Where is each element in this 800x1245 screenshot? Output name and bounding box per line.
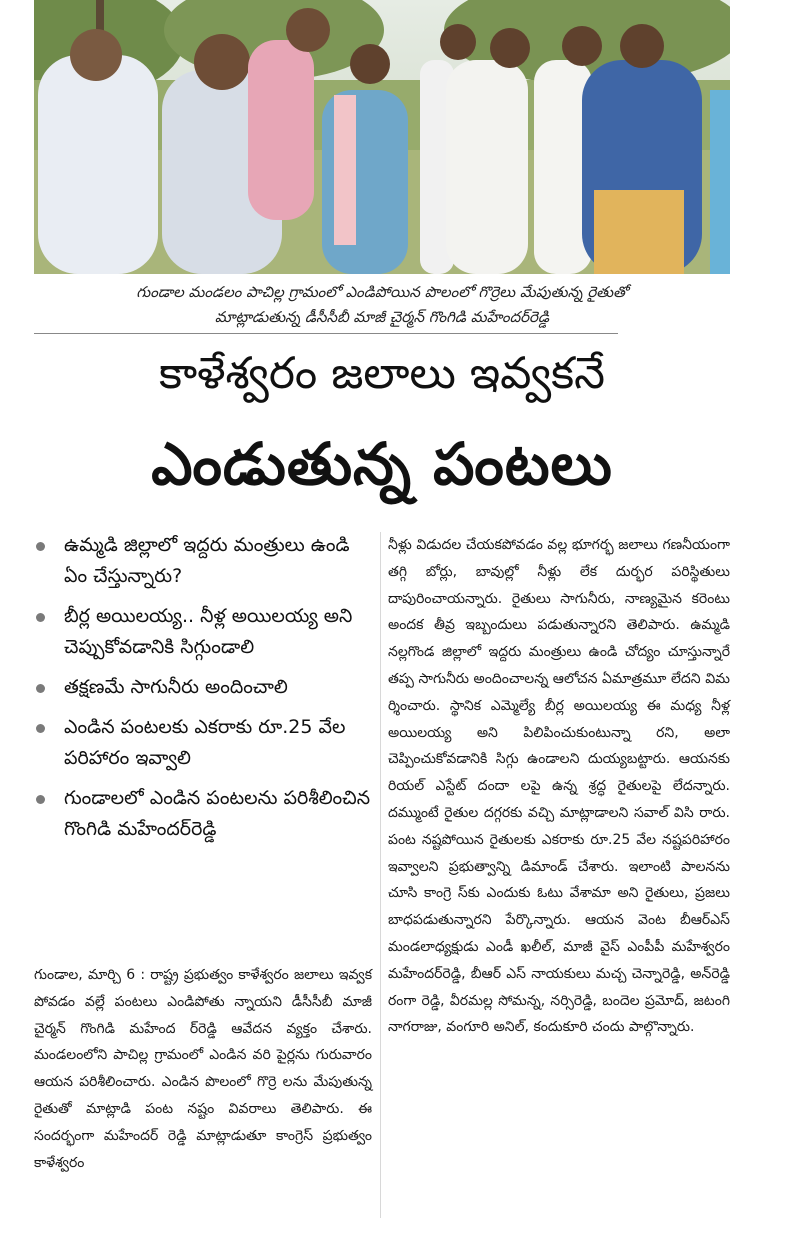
news-photo: [34, 0, 730, 274]
caption-line-2: మాట్లాడుతున్న డీసీసీబీ మాజీ చైర్మన్ గొంగిడి మహేందర్‌రెడ్డి: [214, 308, 550, 326]
highlight-item: [34, 712, 374, 774]
highlight-item: [34, 530, 374, 592]
highlight-item: [34, 601, 374, 663]
headline-line-1: కాళేశ్వరం జలాలు ఇవ్వకనే: [159, 348, 605, 399]
column-divider: [380, 532, 381, 1218]
highlight-text: తక్షణమే సాగునీరు అందించాలి: [64, 676, 288, 698]
photo-caption: [34, 280, 730, 330]
bullet-dot-icon: [36, 684, 45, 693]
highlight-text: బీర్ల అయిలయ్య.. నీళ్ల అయిలయ్య అని చెప్పుకోవడానికి సిగ్గుండాలి: [64, 605, 353, 658]
bullet-dot-icon: [36, 613, 45, 622]
bullet-dot-icon: [36, 724, 45, 733]
caption-divider: [34, 333, 618, 334]
highlight-text: ఎండిన పంటలకు ఎకరాకు రూ.25 వేల పరిహారం ఇవ్వాలి: [64, 716, 346, 769]
bullet-dot-icon: [36, 795, 45, 804]
highlight-text: ఉమ్మడి జిల్లాలో ఇద్దరు మంత్రులు ఉండి ఏం చేస్తున్నారు?: [64, 534, 350, 587]
highlights-list: [34, 530, 374, 854]
photo-illustration: [34, 0, 730, 274]
highlight-item: [34, 783, 374, 845]
article-body-right: నీళ్లు విడుదల చేయకపోవడం వల్ల భూగర్భ జలాలు గణనీయంగా తగ్గి బోర్లు, బావుల్లో నీళ్లు లేక దుర్భర పరిస్థితులు దాపురించాయన్నారు. రైతులు సాగునీరు, నాణ్యమైన కరెంటు అందక తీవ్ర ఇబ్బందులు పడుతున్నారని తెలిపారు. ఉమ్మడి నల్లగొండ జిల్లాలో ఇద్దరు మంత్రులు ఉండి చోద్యం చూస్తున్నారే తప్ప సాగునీరు అందించాలన్న ఆలోచన ఏమాత్రమూ లేదని విమ ర్శించారు. స్థానిక ఎమ్మెల్యే బీర్ల అయిలయ్య ఈ మధ్య నీళ్ల అయిలయ్య అని పిలిపించుకుంటున్నా రని, అలా చెప్పించుకోవడానికి సిగ్గు ఉండాలని దుయ్యబట్టారు. ఆయనకు రియల్ ఎస్టేట్ దందా లపై ఉన్న శ్రద్ధ రైతులపై లేదన్నారు. దమ్ముంటే రైతుల దగ్గరకు వచ్చి మాట్లాడాలని సవాల్ విసి రారు. పంట నష్టపోయిన రైతులకు ఎకరాకు రూ.25 వేల నష్టపరిహారం ఇవ్వాలని ప్రభుత్వాన్ని డిమాండ్ చేశారు. ఇలాంటి పాలనను చూసి కాంగ్రె స్‌కు ఎందుకు ఓటు వేశామా అని రైతులు, ప్రజలు బాధపడుతున్నారని పేర్కొన్నారు. ఆయన వెంట బీఆర్ఎస్ మండలాధ్యక్షుడు ఎండీ ఖలీల్, మాజీ వైస్ ఎంపీపీ మహేశ్వరం మహేందర్‌రెడ్డి, బీఆర్ ఎస్ నాయకులు మచ్చ చెన్నారెడ్డి, అన్‌రెడ్డి రంగా రెడ్డి, వీరమల్ల సోమన్న, నర్సిరెడ్డి, బందెల ప్రమోద్, జటంగి నాగరాజు, వంగూరి అనిల్, కందుకూరి చందు పాల్గొన్నారు.: [388, 537, 730, 1036]
bullet-dot-icon: [36, 542, 45, 551]
highlight-item: [34, 672, 374, 703]
headline-line-2: ఎండుతున్న పంటలు: [151, 430, 613, 498]
article-body-left: గుండాల, మార్చి 6 : రాష్ట్ర ప్రభుత్వం కాళేశ్వరం జలాలు ఇవ్వక పోవడం వల్లే పంటలు ఎండిపోతు న్నాయని డీసీసీబీ మాజీ చైర్మన్ గొంగిడి మహేంద ర్‌రెడ్డి ఆవేదన వ్యక్తం చేశారు. మండలంలోని పాచిల్ల గ్రామంలో ఎండిన వరి పైర్లను గురువారం ఆయన పరిశీలించారు. ఎండిన పొలంలో గొర్రె లను మేపుతున్న రైతుతో మాట్లాడి పంట నష్టం వివరాలు తెలిపారు. ఈ సందర్భంగా మహేందర్ రెడ్డి మాట్లాడుతూ కాంగ్రెస్ ప్రభుత్వం కాళేశ్వరం: [34, 967, 372, 1171]
caption-line-1: గుండాల మండలం పాచిల్ల గ్రామంలో ఎండిపోయిన పొలంలో గొర్రెలు మేపుతున్న రైతుతో: [136, 283, 628, 301]
highlight-text: గుండాలలో ఎండిన పంటలను పరిశీలించిన గొంగిడి మహేందర్‌రెడ్డి: [64, 787, 371, 840]
